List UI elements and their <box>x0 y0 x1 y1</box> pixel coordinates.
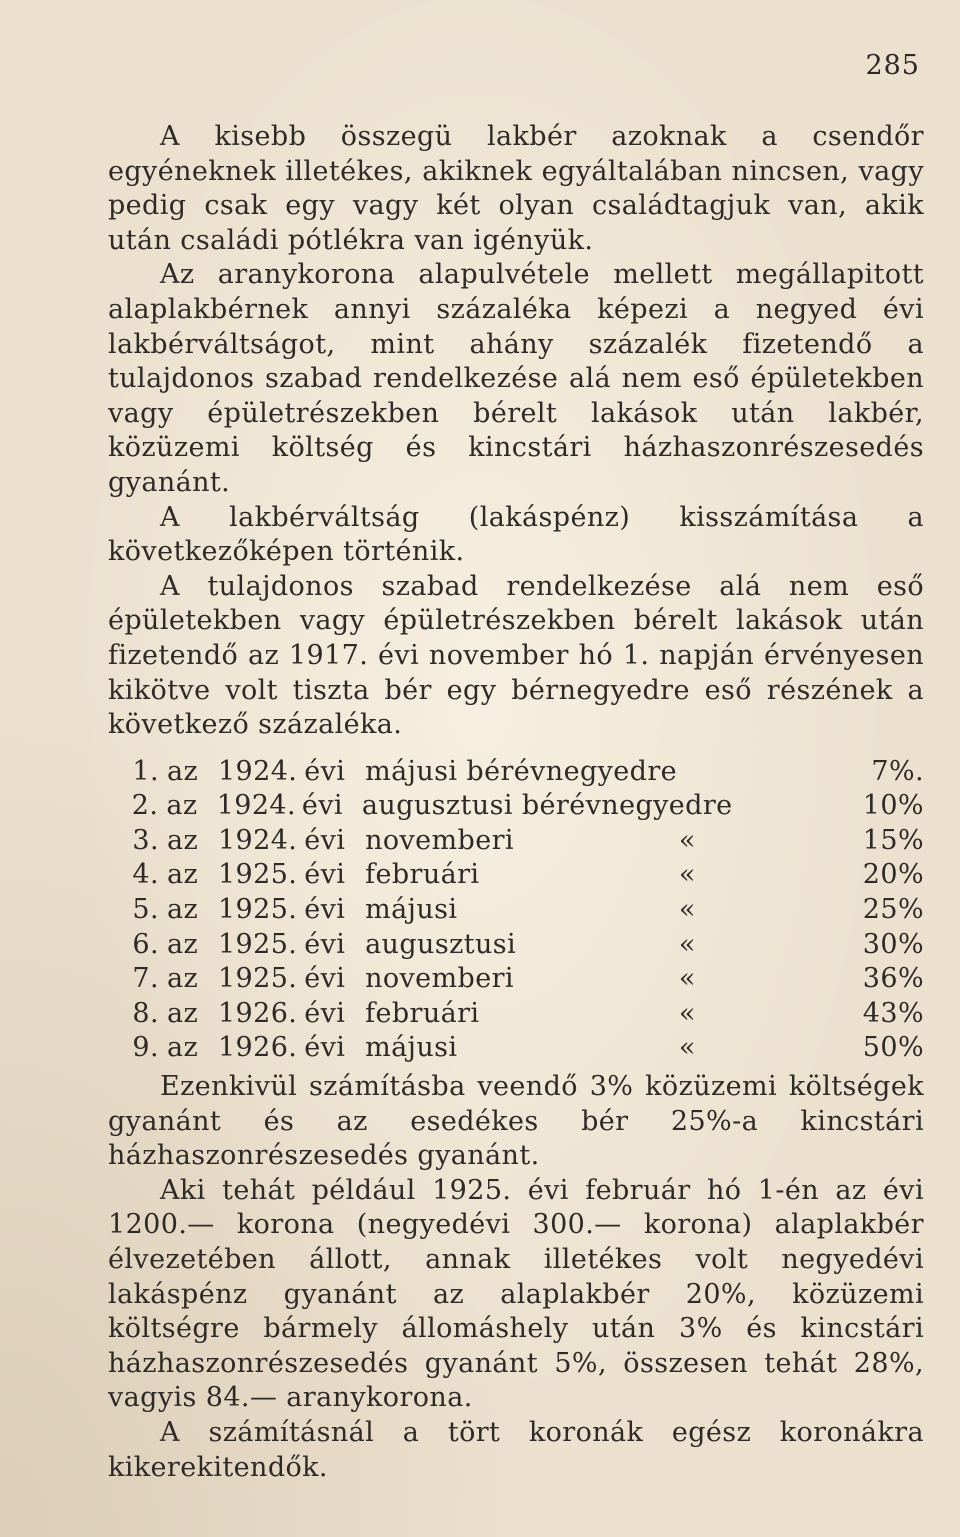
row-percentage: 25% <box>862 894 924 926</box>
row-year: 1924. <box>216 790 296 822</box>
row-year: 1924. <box>217 755 298 787</box>
paragraph: A tulajdonos szabad rendelkezése alá nem eső épületekben vagy épületrészekben bérelt lakások után fizetendő az 1917. évi november hó 1. napján érvényesen kikötve volt tiszta bér egy bérnegyedre eső részének a következő százaléka. <box>108 570 924 741</box>
row-year: 1925. <box>217 963 298 995</box>
row-percentage: 36% <box>862 963 924 995</box>
percentage-schedule <box>108 755 924 1066</box>
paragraph: Az aranykorona alapulvétele mellett megállapitott alaplakbérnek annyi százaléka képezi a negyed évi lakbérváltságot, mint ahány százalék fizetendő a tulajdonos szabad rendelkezése alá nem eső épületekben vagy épületrészekben bérelt lakások után lakbér, közüzemi költség és kincstári házhaszonrészesedés gyanánt. <box>108 259 924 498</box>
row-number: 9. <box>132 1032 159 1064</box>
row-period: augusztusi bérévnegyedre <box>361 790 733 822</box>
schedule-row <box>108 997 924 1032</box>
paragraph: Ezenkivül számításba veendő 3% közüzemi költségek gyanánt és az esedékes bér 25%-a kincstári házhaszonrészesedés gyanánt. <box>108 1071 924 1172</box>
paragraph: A lakbérváltság (lakáspénz) kisszámítása a következőképen történik. <box>108 501 924 568</box>
body-text <box>108 120 924 1485</box>
schedule-row <box>108 928 924 963</box>
row-year: 1926. <box>217 1032 298 1064</box>
row-number: 1. <box>132 755 159 787</box>
row-number: 6. <box>132 928 159 960</box>
row-ditto-mark: « <box>678 1032 696 1064</box>
row-evi: évi <box>304 859 346 891</box>
row-article: az <box>166 790 198 822</box>
row-period: májusi bérévnegyedre <box>365 755 678 787</box>
row-percentage: 20% <box>862 859 924 891</box>
row-period: februári <box>365 997 480 1029</box>
row-article: az <box>166 894 199 926</box>
row-period: májusi <box>365 1032 458 1064</box>
row-evi: évi <box>304 1032 346 1064</box>
row-evi: évi <box>301 790 343 822</box>
row-article: az <box>166 824 199 856</box>
row-percentage: 30% <box>862 928 924 960</box>
schedule-row <box>108 789 924 824</box>
row-ditto-mark: « <box>678 824 696 856</box>
row-evi: évi <box>304 963 346 995</box>
row-article: az <box>166 1032 199 1064</box>
row-year: 1924. <box>217 824 298 856</box>
row-number: 4. <box>132 859 159 891</box>
schedule-row <box>108 755 924 790</box>
row-number: 5. <box>132 894 159 926</box>
row-evi: évi <box>304 997 346 1029</box>
schedule-row <box>108 858 924 893</box>
row-evi: évi <box>304 928 346 960</box>
row-evi: évi <box>304 824 346 856</box>
row-ditto-mark: « <box>678 963 696 995</box>
page-number: 285 <box>865 50 920 81</box>
row-percentage: 50% <box>862 1032 924 1064</box>
row-number: 2. <box>131 790 159 822</box>
row-period: novemberi <box>365 824 514 856</box>
row-number: 7. <box>132 963 159 995</box>
row-period: novemberi <box>365 963 514 995</box>
row-ditto-mark: « <box>678 928 696 960</box>
paragraph: A számításnál a tört koronák egész koronákra kikerekitendők. <box>108 1416 924 1483</box>
paragraph: A kisebb összegü lakbér azoknak a csendőr egyéneknek illetékes, akiknek egyáltalában nincsen, vagy pedig csak egy vagy két olyan családtagjuk van, akik után családi pótlékra van igényük. <box>108 121 924 256</box>
row-period: augusztusi <box>365 928 517 960</box>
schedule-row <box>108 962 924 997</box>
row-period: májusi <box>365 894 458 926</box>
row-number: 8. <box>132 997 159 1029</box>
row-ditto-mark: « <box>678 997 696 1029</box>
schedule-row <box>108 893 924 928</box>
row-article: az <box>166 963 199 995</box>
row-number: 3. <box>132 824 159 856</box>
row-article: az <box>166 755 199 787</box>
schedule-row <box>108 1031 924 1066</box>
row-ditto-mark: « <box>678 894 696 926</box>
row-year: 1925. <box>217 859 298 891</box>
row-year: 1926. <box>217 997 298 1029</box>
paragraph: Aki tehát például 1925. évi február hó 1-én az évi 1200.— korona (negyedévi 300.— korona) alaplakbér élvezetében állott, annak illetékes volt negyedévi lakáspénz gyanánt az alaplakbér 20%, közüzemi költségre bármely állomáshely után 3% és kincstári házhaszonrészesedés gyanánt 5%, összesen tehát 28%, vagyis 84.— aranykorona. <box>108 1174 924 1414</box>
row-evi: évi <box>304 755 346 787</box>
row-year: 1925. <box>217 928 298 960</box>
row-evi: évi <box>304 894 346 926</box>
row-article: az <box>166 859 199 891</box>
row-period: februári <box>365 859 480 891</box>
schedule-row <box>108 824 924 859</box>
row-article: az <box>166 928 199 960</box>
row-ditto-mark: « <box>678 859 696 891</box>
row-percentage: 7%. <box>871 755 924 787</box>
row-article: az <box>166 997 199 1029</box>
row-percentage: 10% <box>862 790 924 822</box>
row-percentage: 43% <box>862 997 924 1029</box>
row-year: 1925. <box>217 894 298 926</box>
row-percentage: 15% <box>862 824 924 856</box>
